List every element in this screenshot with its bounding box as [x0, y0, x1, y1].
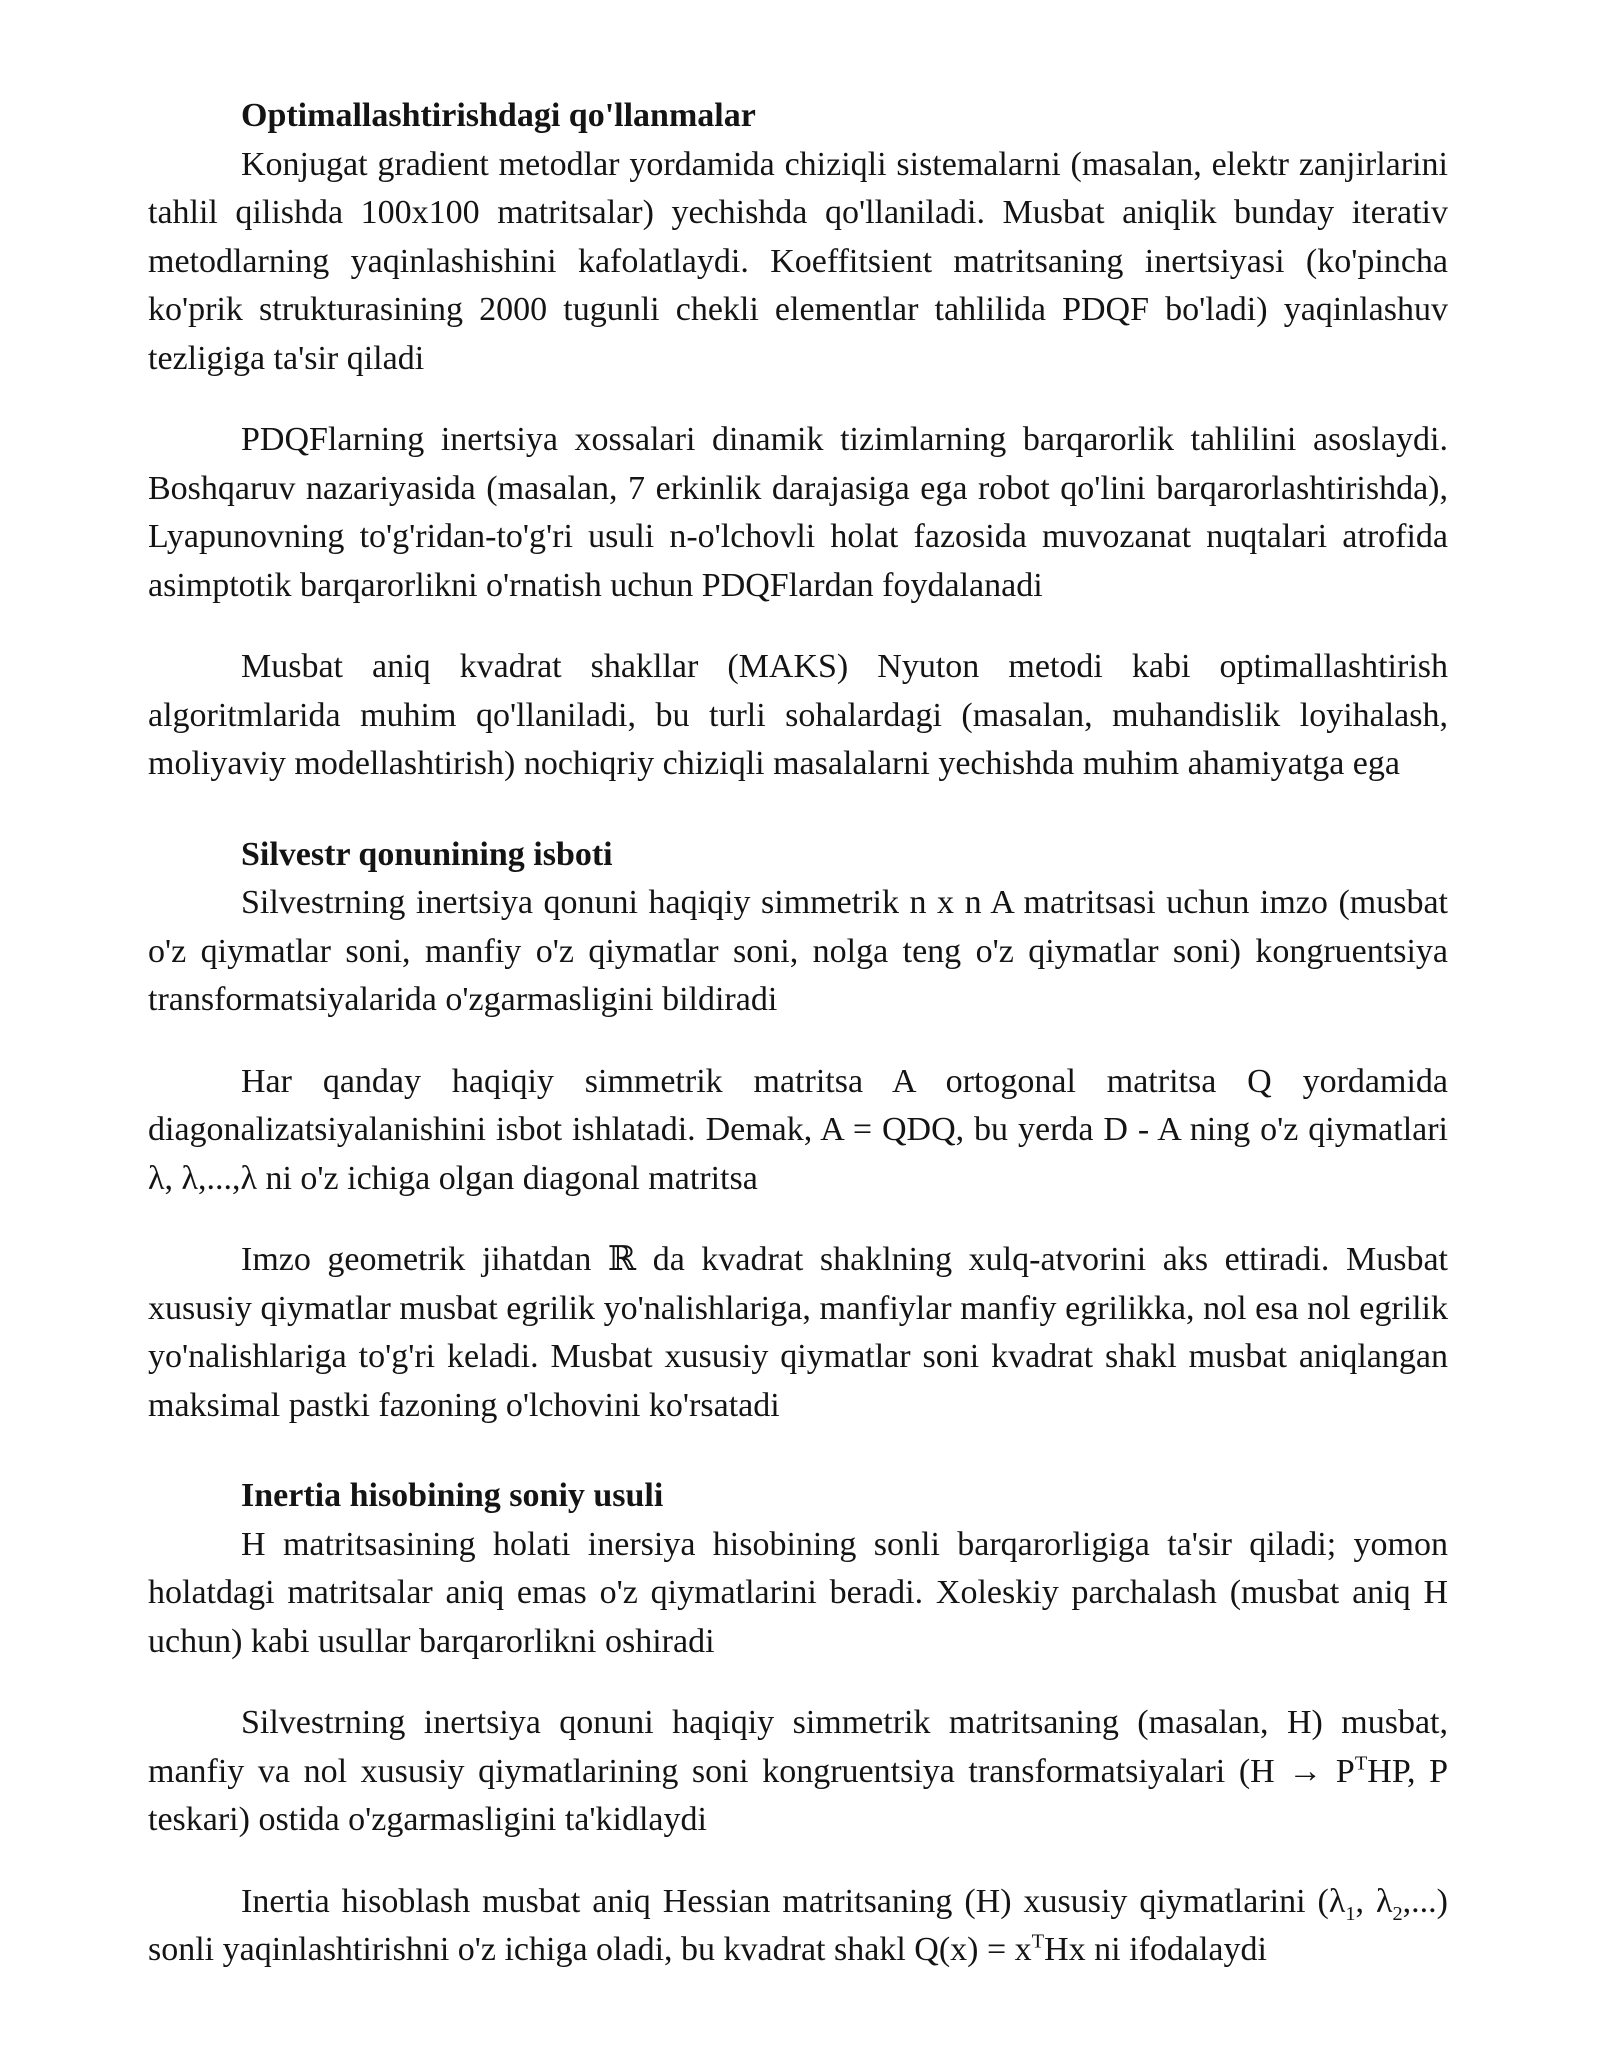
paragraph: Imzo geometrik jihatdan ℝ da kvadrat shaklning xulq-atvorini aks ettiradi. Musbat xususiy qiymatlar musbat egrilik yo'nalishlariga, manfiylar manfiy egrilikka, nol esa nol egrilik yo'nalishlariga to'g'ri keladi. Musbat xususiy qiymatlar soni kvadrat shakl musbat aniqlangan maksimal pastki fazoning o'lchovini ko'rsatadi: [148, 1241, 1448, 1424]
section-heading-sylvester-proof: Silvestr qonunining isboti: [241, 835, 613, 873]
paragraph: H matritsasining holati inersiya hisobining sonli barqarorligiga ta'sir qiladi; yomon holatdagi matritsalar aniq emas o'z qiymatlarini beradi. Xoleskiy parchalash (musbat aniq H uchun) kabi usullar barqarorlikni oshiradi: [148, 1525, 1448, 1660]
text-span: Hx ni ifodalaydi: [1044, 1931, 1267, 1968]
section-heading-inertia-numeric: Inertia hisobining soniy usuli: [241, 1477, 664, 1514]
subscript: 2: [1392, 1902, 1403, 1925]
superscript: T: [1354, 1752, 1368, 1775]
paragraph: [148, 1878, 1448, 1975]
paragraph: PDQFlarning inertsiya xossalari dinamik tizimlarning barqarorlik tahlilini asoslaydi. Boshqaruv nazariyasida (masalan, 7 erkinlik darajasiga ega robot qo'lini barqarorlashtirishda), Lyapunovning to'g'ridan-to'g'ri usuli n-o'lchovli holat fazosida muvozanat nuqtalari atrofida asimptotik barqarorlikni o'rnatish uchun PDQFlardan foydalanadi: [148, 421, 1448, 604]
text-span: , λ: [1355, 1882, 1393, 1920]
text-span: ,...) sonli yaqinlashtirishni o'z ichiga oladi, bu kvadrat shakl Q(x) = x: [148, 1882, 1448, 1968]
paragraph: Musbat aniq kvadrat shakllar (MAKS) Nyuton metodi kabi optimallashtirish algoritmlarida muhim qo'llaniladi, bu turli sohalardagi (masalan, muhandislik loyihalash, moliyaviy modellashtirish) nochiqriy chiziqli masalalarni yechishda muhim ahamiyatga ega: [148, 648, 1448, 782]
paragraph: Konjugat gradient metodlar yordamida chiziqli sistemalarni (masalan, elektr zanjirlarini tahlil qilishda 100x100 matritsalar) yechishda qo'llaniladi. Musbat aniqlik bunday iterativ metodlarning yaqinlashishini kafolatlaydi. Koeffitsient matritsaning inertsiyasi (ko'pincha ko'prik strukturasining 2000 tugunli chekli elementlar tahlilida PDQF bo'ladi) yaqinlashuv tezligiga ta'sir qiladi: [148, 145, 1448, 377]
superscript: T: [1031, 1930, 1045, 1953]
document-page: [148, 92, 1448, 1975]
text-span: Silvestrning inertsiya qonuni haqiqiy simmetrik matritsaning (masalan, H) musbat, manfiy va nol xususiy qiymatlarining soni kongruentsiya transformatsiyalari (H → P: [148, 1704, 1448, 1790]
paragraph: Har qanday haqiqiy simmetrik matritsa A ortogonal matritsa Q yordamida diagonalizatsiyalanishini isbot ishlatadi. Demak, A = QDQ, bu yerda D - A ning o'z qiymatlari λ, λ,...,λ ni o'z ichiga olgan diagonal matritsa: [148, 1062, 1448, 1197]
paragraph: Silvestrning inertsiya qonuni haqiqiy simmetrik n x n A matritsasi uchun imzo (musbat o'z qiymatlar soni, manfiy o'z qiymatlar soni, nolga teng o'z qiymatlar soni) kongruentsiya transformatsiyalarida o'zgarmasligini bildiradi: [148, 884, 1448, 1018]
text-span: HP, P teskari) ostida o'zgarmasligini ta'kidlaydi: [148, 1752, 1448, 1838]
text-span: Inertia hisoblash musbat aniq Hessian matritsaning (H) xususiy qiymatlarini (λ: [241, 1882, 1346, 1920]
section-heading-optimization: Optimallashtirishdagi qo'llanmalar: [241, 97, 756, 134]
subscript: 1: [1345, 1902, 1356, 1925]
paragraph: [148, 1699, 1448, 1845]
